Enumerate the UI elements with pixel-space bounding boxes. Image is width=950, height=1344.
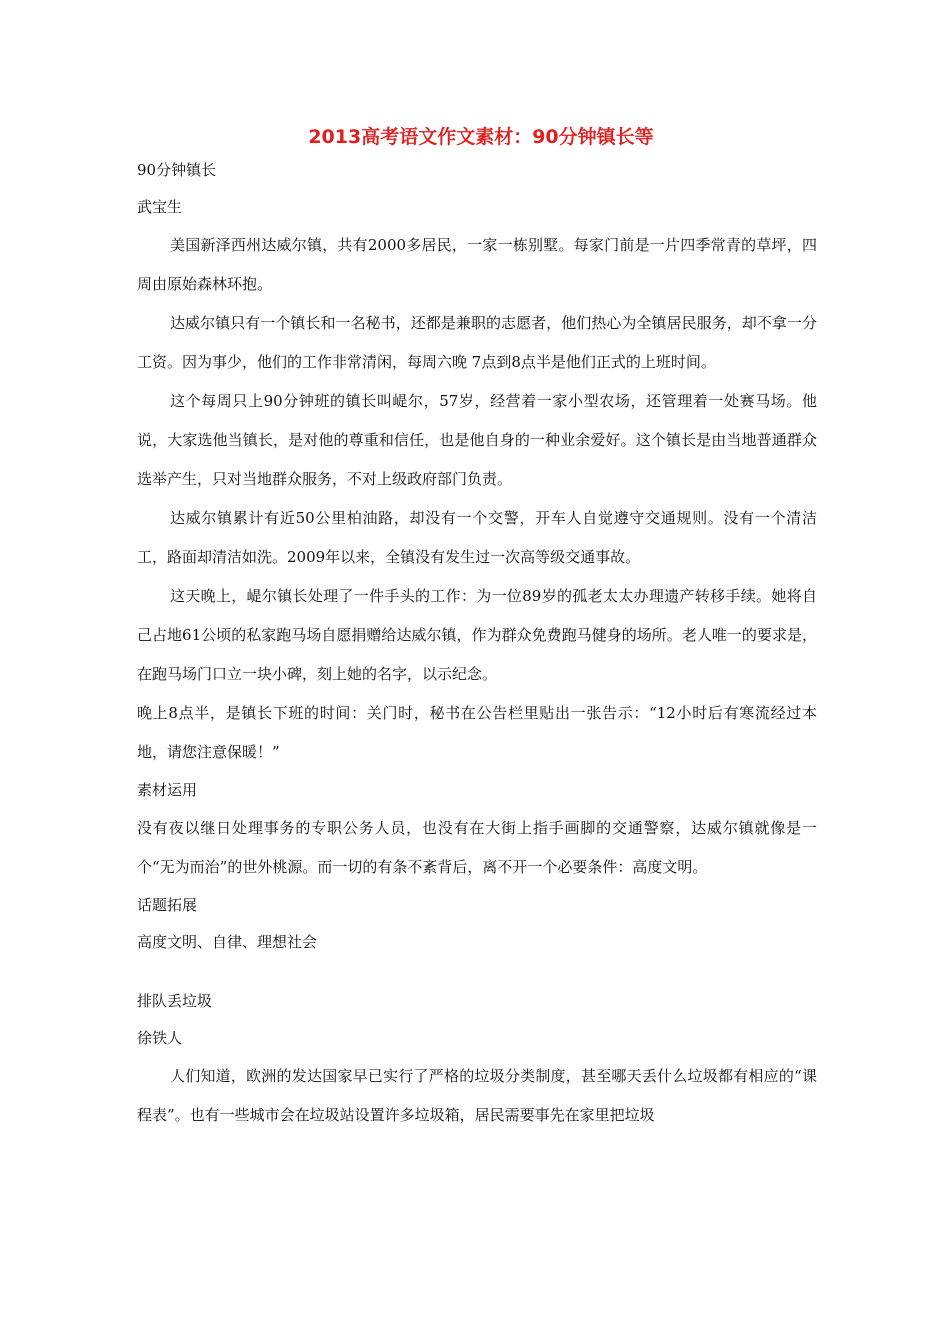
topic-text: 高度文明、自律、理想社会 [137, 933, 318, 951]
body-paragraph: 达威尔镇只有一个镇长和一名秘书，还都是兼职的志愿者，他们热心为全镇居民服务，却不拿一分工资。因为事少，他们的工作非常清闲，每周六晚 7点到8点半是他们正式的上班时间。 [137, 314, 817, 371]
section-heading-usage: 素材运用 [137, 781, 198, 799]
body-paragraph: 这天晚上，崼尔镇长处理了一件手头的工作：为一位89岁的孤老太太办理遗产转移手续。她将自己占地61公顷的私家跑马场自愿捐赠给达威尔镇，作为群众免费跑马健身的场所。老人唯一的要求是，在跑马场门口立一块小碑，刻上她的名字，以示纪念。 [137, 587, 817, 683]
closing-paragraph: 晚上8点半，是镇长下班的时间：关门时，秘书在公告栏里贴出一张告示：“12小时后有寒流经过本地，请您注意保暖！” [137, 704, 817, 761]
section-spacer [137, 961, 817, 983]
body-paragraph: 这个每周只上90分钟班的镇长叫崼尔，57岁，经营着一家小型农场，还管理着一处赛马场。他说，大家选他当镇长，是对他的尊重和信任，也是他自身的一种业余爱好。这个镇长是由当地普通群众选举产生，只对当地群众服务，不对上级政府部门负责。 [137, 392, 817, 488]
document-title: 2013高考语文作文素材：90分钟镇长等 [308, 126, 654, 148]
article-heading: 排队丢垃圾 [137, 992, 213, 1010]
article-heading: 90分钟镇长 [137, 161, 217, 179]
section-heading-topic: 话题拓展 [137, 896, 198, 914]
article-author: 武宝生 [137, 198, 183, 216]
document-body [137, 122, 817, 1135]
body-paragraph: 美国新泽西州达威尔镇，共有2000多居民，一家一栋别墅。每家门前是一片四季常青的草坪，四周由原始森林环抱。 [137, 236, 817, 293]
body-paragraph: 达威尔镇累计有近50公里柏油路，却没有一个交警，开车人自觉遵守交通规则。没有一个清洁工，路面却清洁如洗。2009年以来，全镇没有发生过一次高等级交通事故。 [137, 509, 817, 566]
body-paragraph: 人们知道，欧洲的发达国家早已实行了严格的垃圾分类制度，甚至哪天丢什么垃圾都有相应的“课程表”。也有一些城市会在垃圾站设置许多垃圾箱，居民需要事先在家里把垃圾 [137, 1067, 817, 1124]
article-author: 徐铁人 [137, 1029, 183, 1047]
usage-paragraph: 没有夜以继日处理事务的专职公务人员，也没有在大街上指手画脚的交通警察，达威尔镇就像是一个“无为而治”的世外桃源。而一切的有条不紊背后，离不开一个必要条件：高度文明。 [137, 819, 817, 876]
